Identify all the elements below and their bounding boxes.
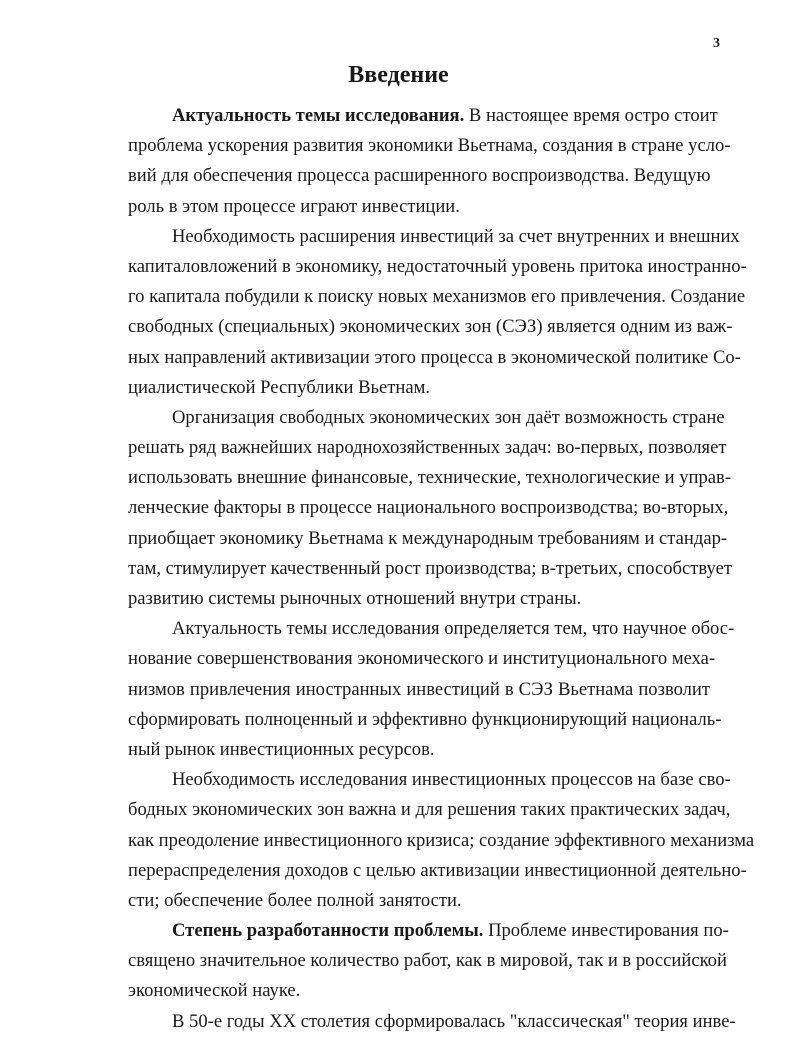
text-line (128, 524, 728, 554)
text-line (128, 675, 710, 705)
text-line (128, 463, 732, 493)
text-line (128, 946, 727, 976)
line-text: Необходимость расширения инвестиций за счет внутренних и внешних (172, 225, 740, 247)
line-text: Организация свободных экономических зон даёт возможность стране (172, 406, 725, 428)
line-text: использовать внешние финансовые, технические, технологические и управ- (128, 467, 732, 489)
text-line (128, 343, 741, 373)
text-line (128, 101, 718, 131)
line-text: проблема ускорения развития экономики Вьетнама, создания в стране усло- (128, 135, 731, 157)
text-line (128, 373, 710, 403)
line-text: там, стимулирует качественный рост производства; в-третьих, способствует (128, 557, 732, 579)
text-line (128, 312, 733, 342)
line-text: циалистической Республики Вьетнам. (128, 376, 430, 398)
body-text (128, 101, 755, 1037)
text-line (128, 644, 716, 674)
text-line (128, 765, 731, 795)
line-text: как преодоление инвестиционного кризиса; создание эффективного механизма (128, 829, 755, 851)
page-number: 3 (713, 36, 720, 51)
text-line (128, 826, 755, 856)
text-line (128, 554, 732, 584)
section-heading: Введение (348, 62, 449, 88)
line-text: развитию системы рыночных отношений внутри страны. (128, 588, 582, 609)
text-line (128, 705, 722, 735)
text-line (128, 584, 710, 614)
text-line (128, 493, 729, 523)
text-line (128, 252, 747, 282)
line-text: бодных экономических зон важна и для решения таких практических задач, (128, 799, 731, 821)
line-text: свободных (специальных) экономических зон (СЭЗ) является одним из важ- (128, 316, 733, 338)
line-text: В 50-е годы XX столетия сформировалась "классическая" теория инве- (172, 1010, 736, 1032)
text-line (128, 161, 710, 191)
line-text: священо значительное количество работ, как в мировой, так и в российской (128, 950, 727, 972)
bold-lead: Степень разработанности проблемы. (172, 920, 484, 942)
line-text: Актуальность темы исследования определяется тем, что научное обос- (172, 618, 735, 640)
text-line (128, 795, 731, 825)
text-line (128, 433, 727, 463)
text-line (128, 614, 735, 644)
line-text: го капитала побудили к поиску новых механизмов его привлечения. Создание (128, 286, 746, 308)
text-line (128, 856, 747, 886)
line-text: нование совершенствования экономического и институционального меха- (128, 648, 716, 670)
line-text: Проблеме инвестирования по- (483, 920, 729, 942)
line-text: роль в этом процессе играют инвестиции. (128, 195, 460, 217)
line-text: капиталовложений в экономику, недостаточный уровень притока иностранно- (128, 255, 747, 277)
text-line (128, 282, 746, 312)
line-text: В настоящее время остро стоит (464, 105, 718, 126)
line-text: сформировать полноценный и эффективно функционирующий националь- (128, 708, 722, 730)
text-line (128, 403, 725, 433)
line-text: перераспределения доходов с целью активизации инвестиционной деятельно- (128, 859, 747, 881)
line-text: приобщает экономику Вьетнама к международным требованиям и стандар- (128, 527, 728, 549)
line-text: низмов привлечения иностранных инвестиций в СЭЗ Вьетнама позволит (128, 678, 710, 700)
text-line (128, 976, 710, 1006)
text-line (128, 1007, 736, 1037)
line-text: решать ряд важнейших народнохозяйственных задач: во-первых, позволяет (128, 437, 727, 459)
line-text: ленческие факторы в процессе национального воспроизводства; во-вторых, (128, 497, 729, 519)
text-line (128, 886, 710, 916)
line-text: сти; обеспечение более полной занятости. (128, 889, 462, 911)
line-text: Необходимость исследования инвестиционных процессов на базе сво- (172, 769, 731, 791)
line-text: ных направлений активизации этого процесса в экономической политике Со- (128, 346, 741, 368)
text-line (128, 131, 731, 161)
text-line (128, 222, 740, 252)
line-text: ный рынок инвестиционных ресурсов. (128, 738, 435, 760)
line-text: экономической науке. (128, 980, 301, 1002)
text-line (128, 192, 710, 222)
line-text: вий для обеспечения процесса расширенного воспроизводства. Ведущую (128, 165, 711, 187)
text-line (128, 916, 729, 946)
bold-lead: Актуальность темы исследования. (172, 105, 465, 126)
text-line (128, 735, 710, 765)
